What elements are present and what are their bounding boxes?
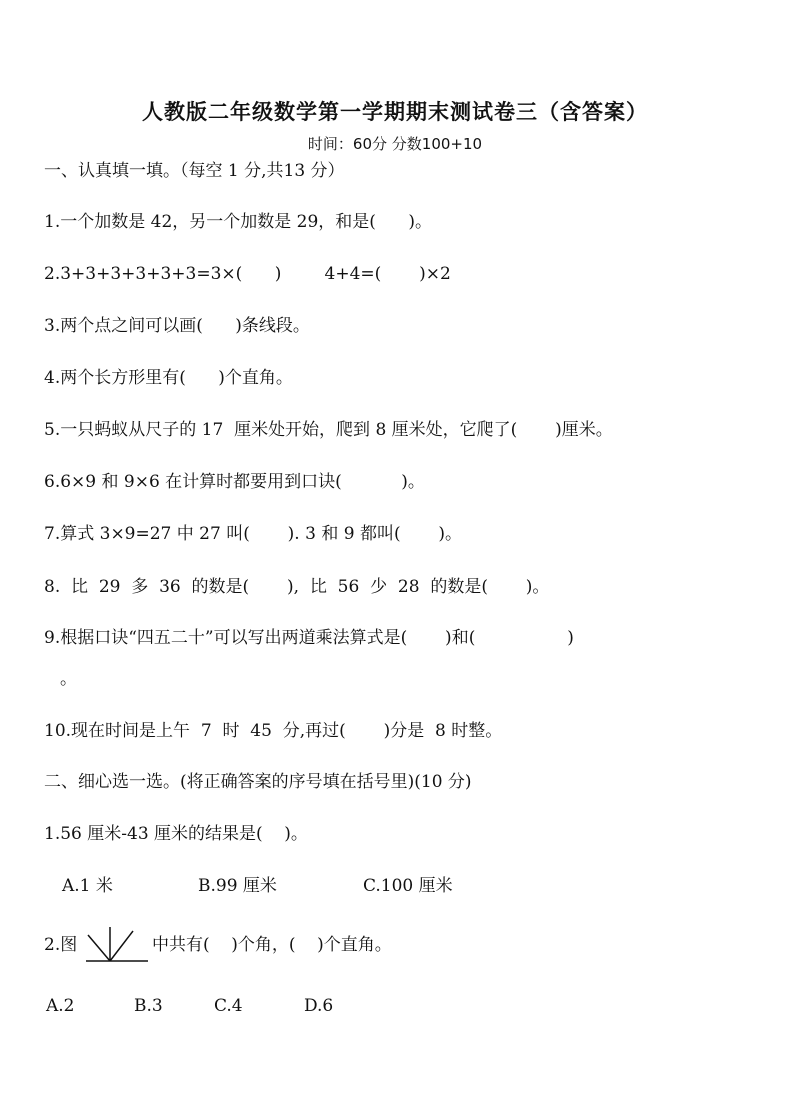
question-2-1: 1.56 厘米-43 厘米的结果是( )。 xyxy=(44,824,308,844)
question-2-2-option-c: C.4 xyxy=(214,996,243,1016)
question-2-1-option-c: C.100 厘米 xyxy=(363,876,453,896)
question-1-1: 1.一个加数是 42，另一个加数是 29，和是( )。 xyxy=(44,212,432,232)
exam-title: 人教版二年级数学第一学期期末测试卷三（含答案） xyxy=(142,99,648,124)
question-1-4: 4.两个长方形里有( )个直角。 xyxy=(44,368,293,388)
angle-figure-image xyxy=(86,927,148,963)
question-2-1-option-b: B.99 厘米 xyxy=(198,876,277,896)
question-1-6: 6.6×9 和 9×6 在计算时都要用到口诀( )。 xyxy=(44,472,425,492)
question-1-8: 8. 比 29 多 36 的数是( ), 比 56 少 28 的数是( )。 xyxy=(44,577,550,597)
question-1-9-continuation: 。 xyxy=(60,669,77,689)
exam-subtitle: 时间：60分 分数100+10 xyxy=(307,135,483,153)
angle-figure-left-ray xyxy=(88,935,110,961)
section-two-heading: 二、细心选一选。(将正确答案的序号填在括号里)(10 分) xyxy=(44,772,472,792)
question-2-2-option-d: D.6 xyxy=(304,996,334,1016)
question-2-2-option-b: B.3 xyxy=(134,996,163,1016)
question-2-1-option-a: A.1 米 xyxy=(62,876,113,896)
question-1-5: 5.一只蚂蚁从尺子的 17 厘米处开始，爬到 8 厘米处，它爬了( )厘米。 xyxy=(44,420,613,440)
section-one-heading: 一、认真填一填。（每空 1 分,共13 分） xyxy=(44,161,345,181)
angle-figure-right-ray xyxy=(110,931,133,961)
question-2-2-prefix: 2.图 xyxy=(44,935,78,955)
question-1-2: 2.3+3+3+3+3+3=3×( ) 4+4=( )×2 xyxy=(44,264,451,284)
question-1-9: 9.根据口诀“四五二十”可以写出两道乘法算式是( )和( ) xyxy=(44,628,574,648)
question-2-2-suffix: 中共有( )个角，( )个直角。 xyxy=(152,935,392,955)
question-2-2-option-a: A.2 xyxy=(46,996,75,1016)
question-1-3: 3.两个点之间可以画( )条线段。 xyxy=(44,316,310,336)
question-1-7: 7.算式 3×9=27 中 27 叫( ). 3 和 9 都叫( )。 xyxy=(44,524,463,544)
question-1-10: 10.现在时间是上午 7 时 45 分,再过( )分是 8 时整。 xyxy=(44,721,503,741)
